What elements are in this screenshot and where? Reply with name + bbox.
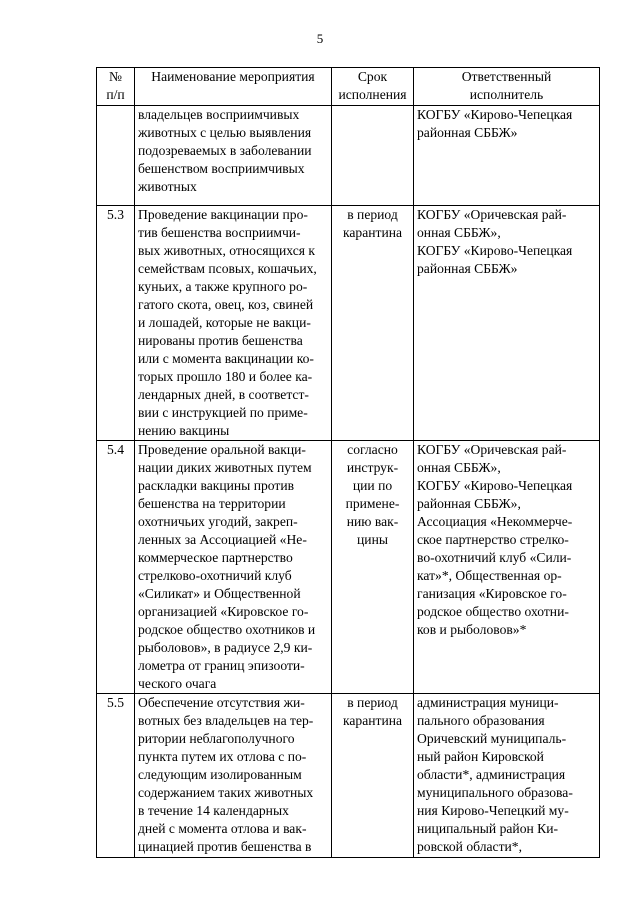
row-term: согласно инструк- ции по примене- нию вак- цины (332, 441, 414, 694)
row-responsible: администрация муници- пального образования Оричевский муниципаль- ный район Кировской области*, администрация муниципального образова- ния Кирово-Чепецкий му- ниципальный район Ки- ровской области*, (414, 694, 600, 858)
row-action: владельцев восприимчивых животных с целью выявления подозреваемых в заболевании бешенством восприимчивых животных (135, 106, 332, 206)
row-responsible: КОГБУ «Кирово-Чепецкая районная СББЖ» (414, 106, 600, 206)
row-action: Обеспечение отсутствия жи- вотных без владельцев на тер- ритории неблагополучного пункта путем их отлова с по- следующим изолированным содержанием таких животных в течение 14 календарных дней с момента отлова и вак- цинацией против бешенства в (135, 694, 332, 858)
row-num: 5.3 (97, 206, 135, 441)
row-term: в период карантина (332, 206, 414, 441)
row-action: Проведение вакцинации про- тив бешенства восприимчи- вых животных, относящихся к семействам псовых, кошачьих, куньих, а также крупного ро- гатого скота, овец, коз, свиней и лошадей, которые не вакци- нированы против бешенства или с момента вакцинации ко- торых прошло 180 и более ка- лендарных дней, в соответст- вии с инструкцией по приме- нению вакцины (135, 206, 332, 441)
table-row (97, 694, 600, 858)
table-header-row (97, 68, 600, 106)
header-num: № п/п (97, 68, 135, 106)
row-num: 5.4 (97, 441, 135, 694)
row-responsible: КОГБУ «Оричевская рай- онная СББЖ», КОГБУ «Кирово-Чепецкая районная СББЖ» (414, 206, 600, 441)
header-term: Срок исполнения (332, 68, 414, 106)
table-row (97, 106, 600, 206)
row-action: Проведение оральной вакци- нации диких животных путем раскладки вакцины против бешенства на территории охотничьих угодий, закреп- ленных за Ассоциацией «Не- коммерческое партнерство стрелково-охотничий клуб «Силикат» и Общественной организацией «Кировское го- родское общество охотников и рыболовов», в радиусе 2,9 ки- лометра от границ эпизооти- ческого очага (135, 441, 332, 694)
row-num (97, 106, 135, 206)
page-number: 5 (316, 31, 324, 46)
row-responsible: КОГБУ «Оричевская рай- онная СББЖ», КОГБУ «Кирово-Чепецкая районная СББЖ», Ассоциация «Некоммерче- ское партнерство стрелко- во-охотничий клуб «Сили- кат»*, Общественная ор- ганизация «Кировское го- родское общество охотни- ков и рыболовов»* (414, 441, 600, 694)
row-num: 5.5 (97, 694, 135, 858)
table-row (97, 441, 600, 694)
row-term (332, 106, 414, 206)
row-term: в период карантина (332, 694, 414, 858)
header-responsible: Ответственный исполнитель (414, 68, 600, 106)
measures-table (96, 67, 600, 858)
header-action: Наименование мероприятия (135, 68, 332, 106)
table-row (97, 206, 600, 441)
